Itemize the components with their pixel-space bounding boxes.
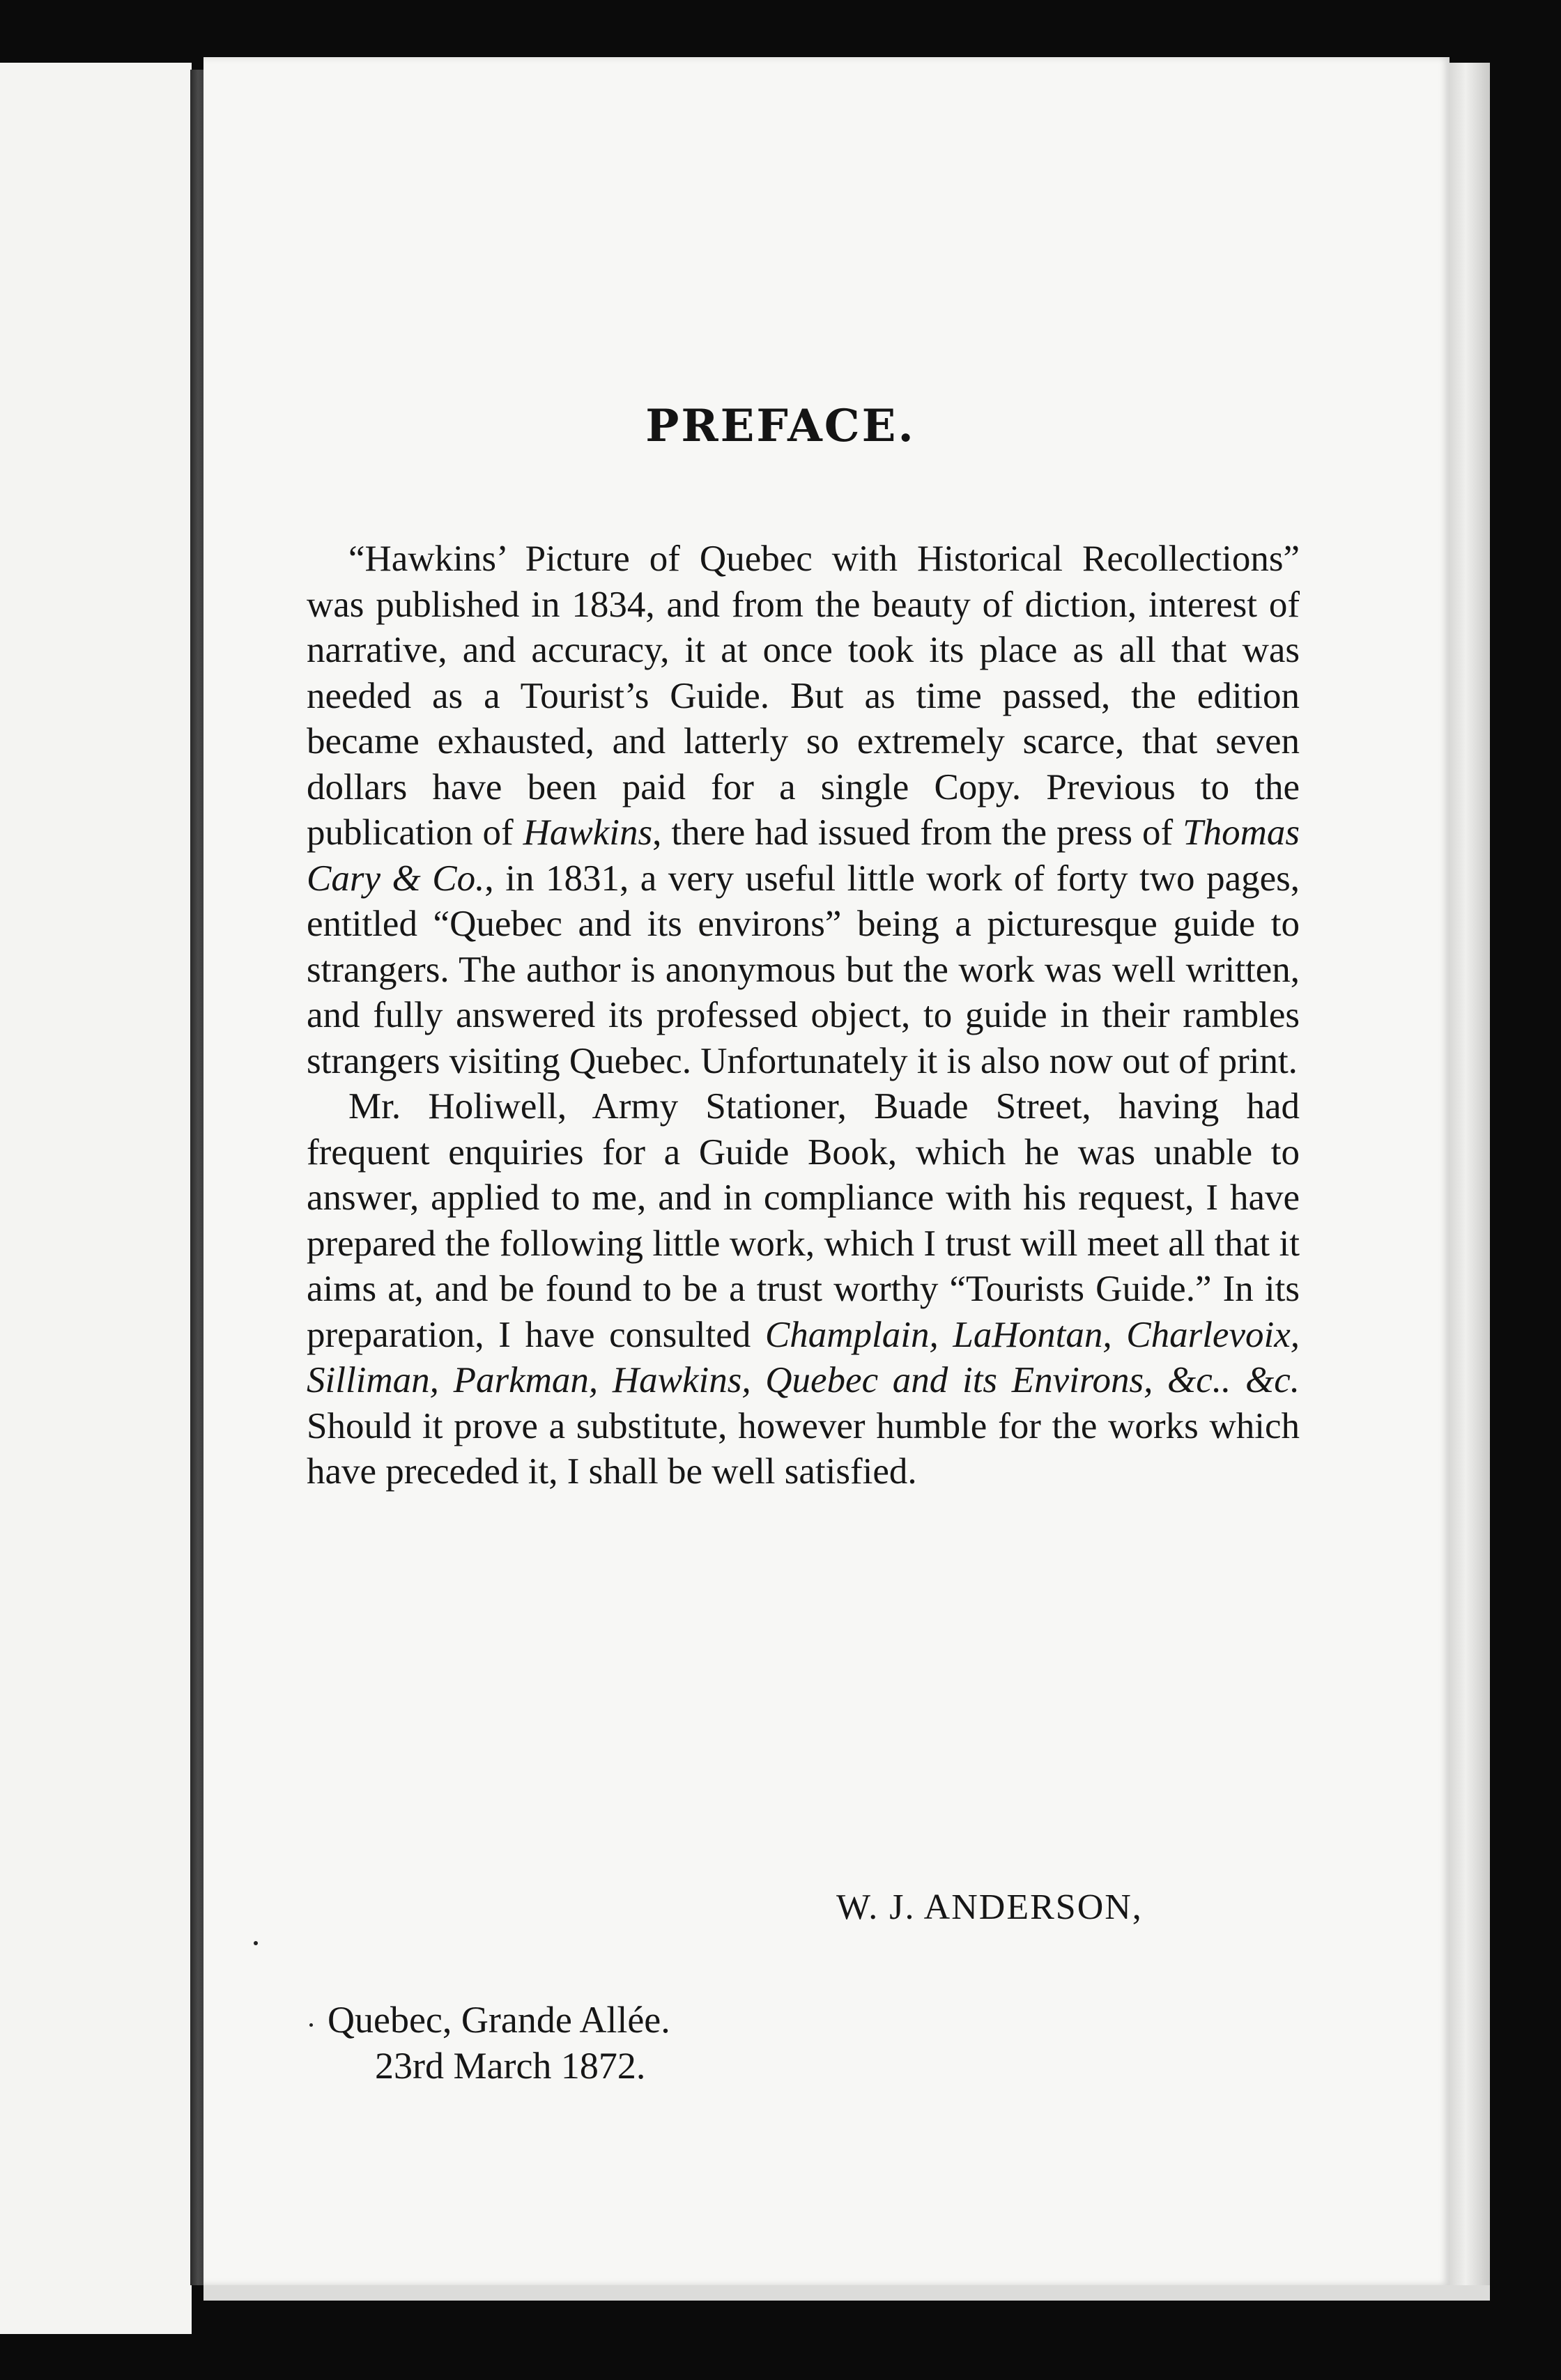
ink-speck (309, 2023, 313, 2027)
preface-paragraph-1: “Hawkins’ Picture of Quebec with Historical Recollections” was published in 1834, and from the beauty of diction, interest of narrative, and accuracy, it at once took its place as all that was needed as a Tourist’s Guide. But as time passed, the edition became exhausted, and latterly so extremely scarce, that seven dollars have been paid for a single Copy. Previous to the publication of Hawkins, there had issued from the press of Thomas Cary & Co., in 1831, a very useful little work of forty two pages, entitled “Quebec and its environs” being a picturesque guide to strangers. The author is anonymous but the work was well written, and fully answered its professed object, to guide in their rambles strangers visiting Quebec. Unfortunately it is also now out of print. (307, 539, 1300, 1081)
italic-publisher: Thomas Cary & Co. (307, 812, 1300, 899)
italic-sources: Champlain, LaHontan, Charlevoix, Silliman, Parkman, Hawkins, Quebec and its Environs, &c.. &c. (307, 1314, 1300, 1400)
preface-body (307, 536, 1300, 1495)
preface-paragraph-2: Mr. Holiwell, Army Stationer, Buade Street, having had frequent enquiries for a Guide Book, which he was unable to answer, applied to me, and in compliance with his request, I have prepared the following little work, which I trust will meet all that it aims at, and be found to be a trust worthy “Tourists Guide.” In its preparation, I have consulted Champlain, LaHontan, Charlevoix, Silliman, Parkman, Hawkins, Quebec and its Environs, &c.. &c. Should it prove a substitute, however humble for the works which have preceded it, I shall be well satisfied. (307, 1086, 1300, 1492)
date-line: 23rd March 1872. (375, 2045, 646, 2087)
page-edge (1450, 63, 1490, 2285)
italic-title: Hawkins (523, 812, 653, 853)
place-line: Quebec, Grande Allée. (328, 1999, 670, 2041)
page-title: PREFACE. (645, 400, 916, 452)
ink-speck (254, 1941, 258, 1945)
author-signature: W. J. ANDERSON, (836, 1887, 1143, 1927)
page-bottom-edge (203, 2285, 1490, 2301)
